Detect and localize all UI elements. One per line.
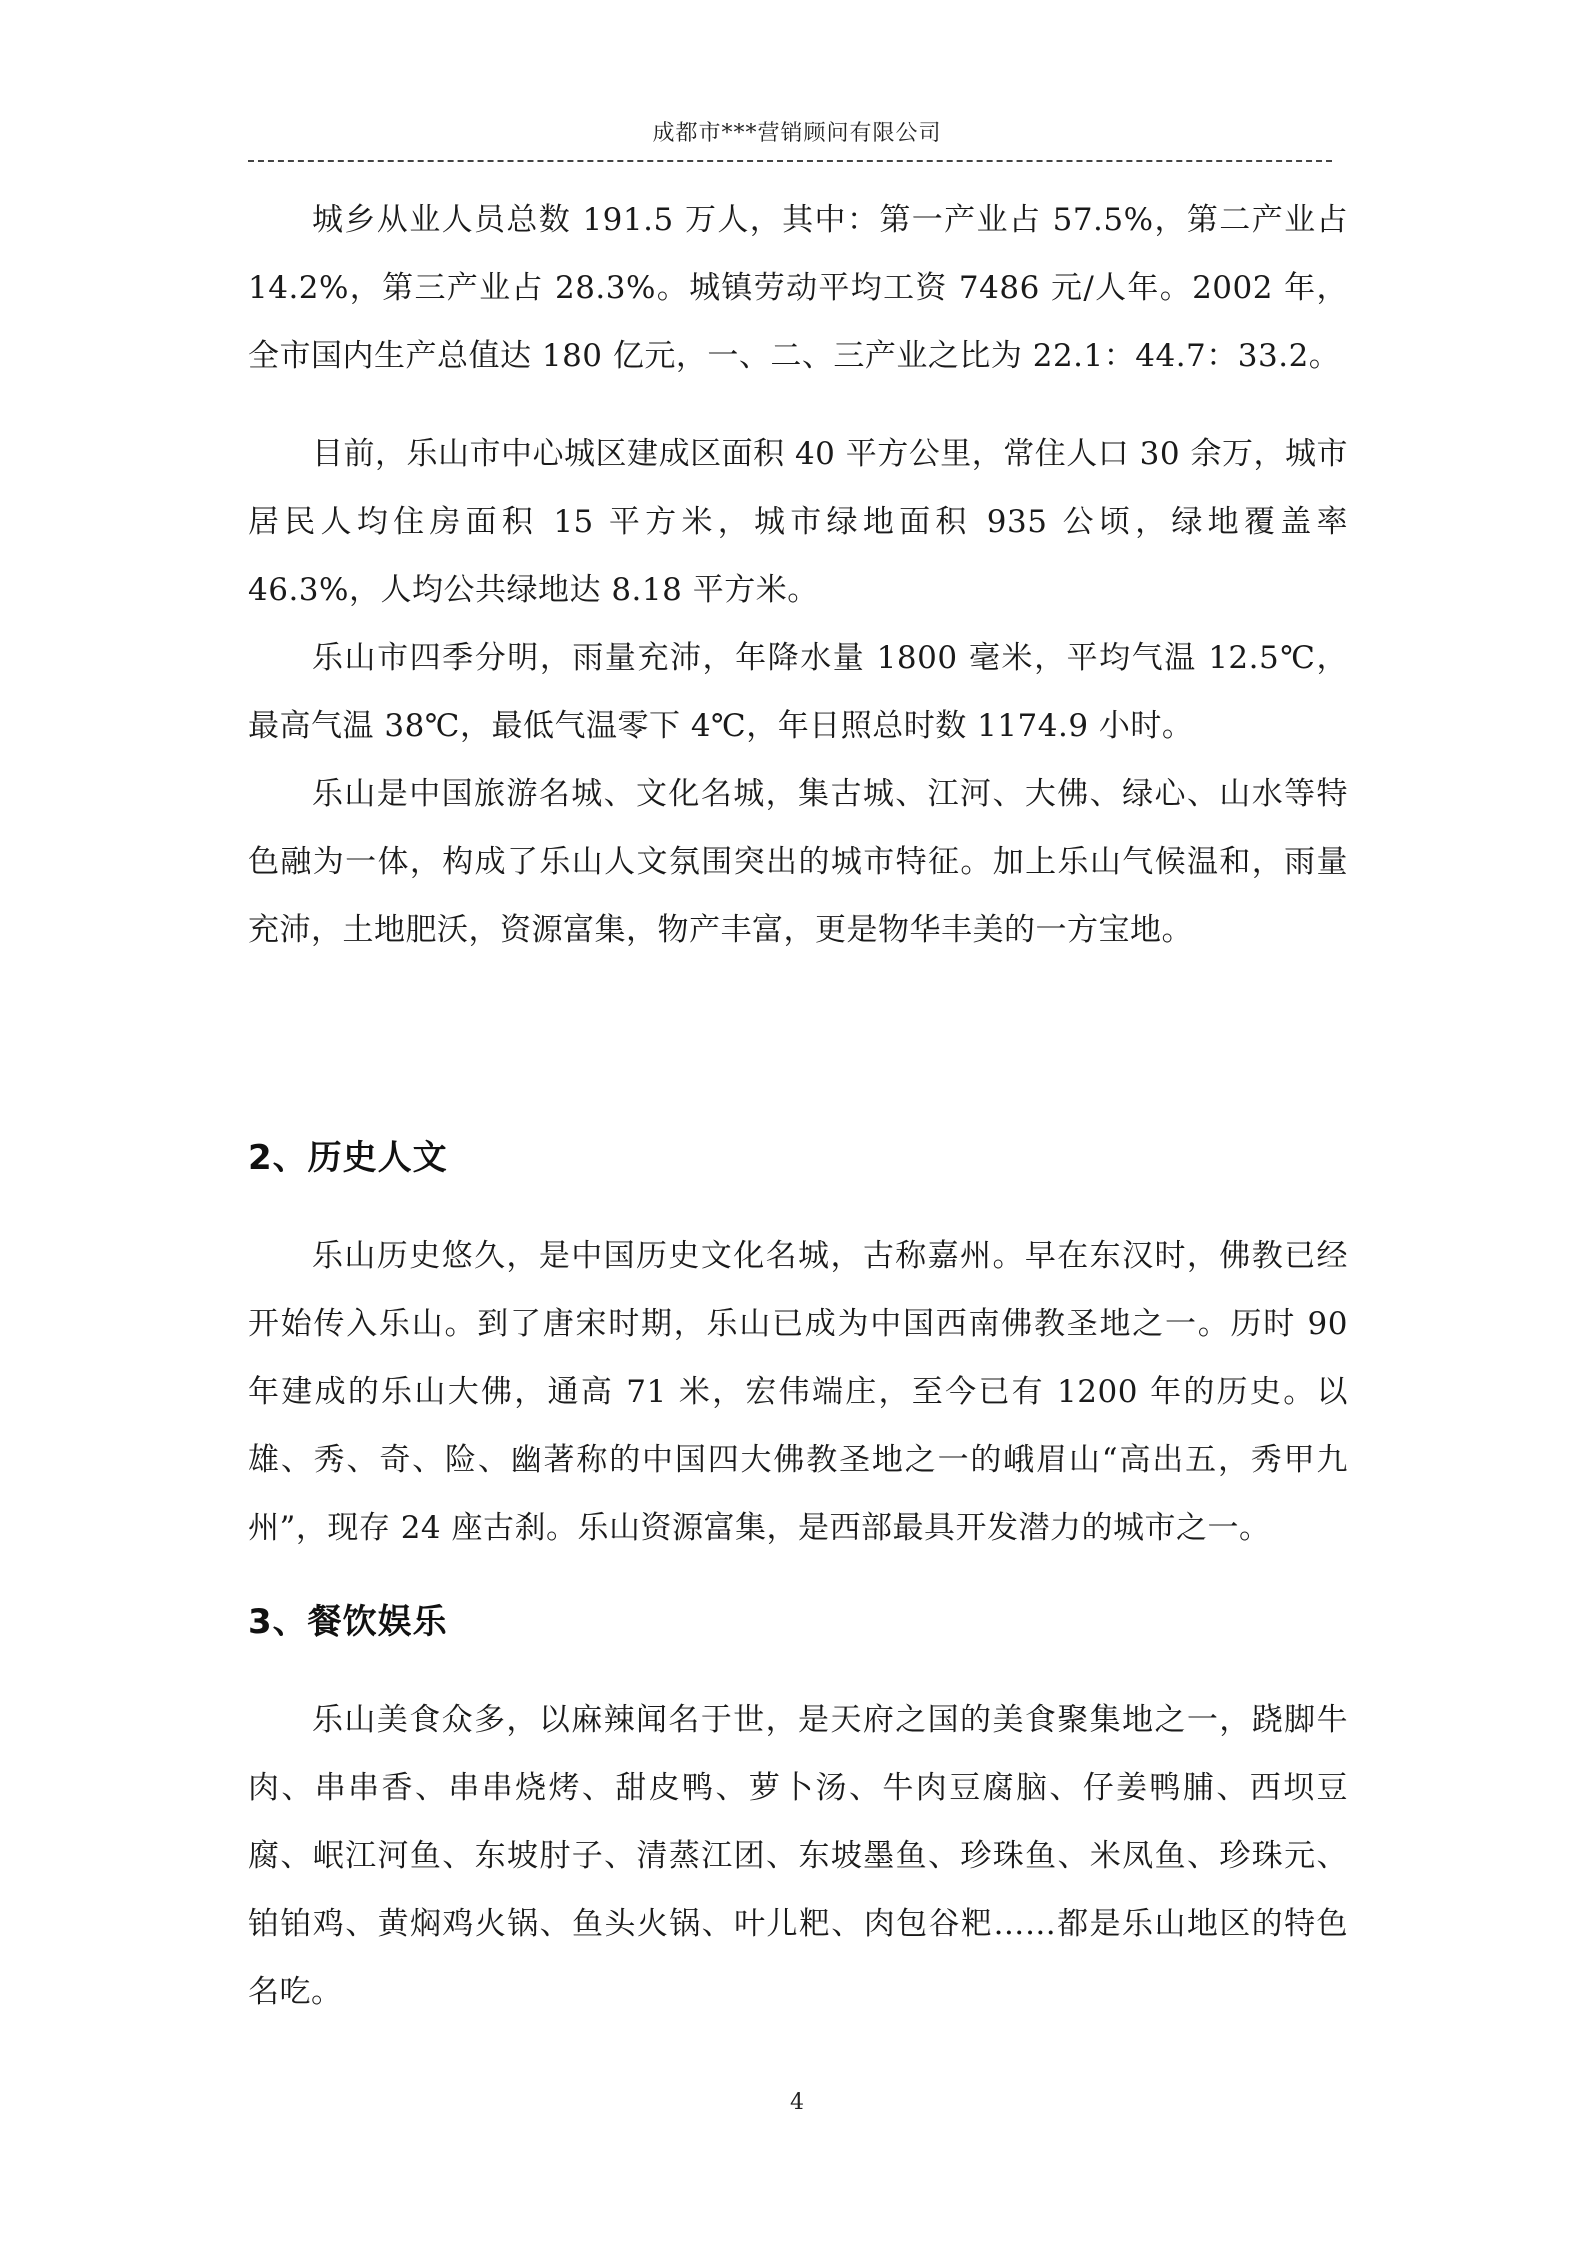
spacer	[248, 1562, 1348, 1592]
paragraph-employment: 城乡从业人员总数 191.5 万人，其中：第一产业占 57.5%，第二产业占 14.2%，第三产业占 28.3%。城镇劳动平均工资 7486 元/人年。2002 年，全市国内生产总值达 180 亿元，一、二、三产业之比为 22.1：44.7：33.2。	[248, 202, 1348, 374]
page-header-company: 成都市***营销顾问有限公司	[652, 121, 942, 146]
paragraph-history: 乐山历史悠久，是中国历史文化名城，古称嘉州。早在东汉时，佛教已经开始传入乐山。到了唐宋时期，乐山已成为中国西南佛教圣地之一。历时 90 年建成的乐山大佛，通高 71 米，宏伟端庄，至今已有 1200 年的历史。以雄、秀、奇、险、幽著称的中国四大佛教圣地之一的峨眉山“高出五，秀甲九州”，现存 24 座古刹。乐山资源富集，是西部最具开发潜力的城市之一。	[248, 1238, 1348, 1546]
page-content	[248, 186, 1348, 2026]
paragraph-city-features: 乐山是中国旅游名城、文化名城，集古城、江河、大佛、绿心、山水等特色融为一体，构成了乐山人文氛围突出的城市特征。加上乐山气候温和，雨量充沛，土地肥沃，资源富集，物产丰富，更是物华丰美的一方宝地。	[248, 776, 1348, 948]
section-heading-dining: 3、餐饮娱乐	[248, 1602, 448, 1642]
spacer	[248, 1188, 1348, 1222]
spacer	[248, 1652, 1348, 1686]
spacer	[248, 390, 1348, 420]
paragraph-dining: 乐山美食众多，以麻辣闻名于世，是天府之国的美食聚集地之一，跷脚牛肉、串串香、串串烧烤、甜皮鸭、萝卜汤、牛肉豆腐脑、仔姜鸭脯、西坝豆腐、岷江河鱼、东坡肘子、清蒸江团、东坡墨鱼、珍珠鱼、米凤鱼、珍珠元、铂铂鸡、黄焖鸡火锅、鱼头火锅、叶儿粑、肉包谷粑……都是乐山地区的特色名吃。	[248, 1702, 1348, 2010]
header-dashed-divider	[248, 160, 1332, 162]
paragraph-climate: 乐山市四季分明，雨量充沛，年降水量 1800 毫米，平均气温 12.5℃，最高气温 38℃，最低气温零下 4℃，年日照总时数 1174.9 小时。	[248, 640, 1348, 744]
paragraph-urban-area: 目前，乐山市中心城区建成区面积 40 平方公里，常住人口 30 余万，城市居民人均住房面积 15 平方米，城市绿地面积 935 公顷，绿地覆盖率 46.3%，人均公共绿地达 8.18 平方米。	[248, 436, 1348, 608]
page-number: 4	[790, 2090, 804, 2115]
spacer	[248, 964, 1348, 1128]
section-heading-history: 2、历史人文	[248, 1138, 448, 1178]
